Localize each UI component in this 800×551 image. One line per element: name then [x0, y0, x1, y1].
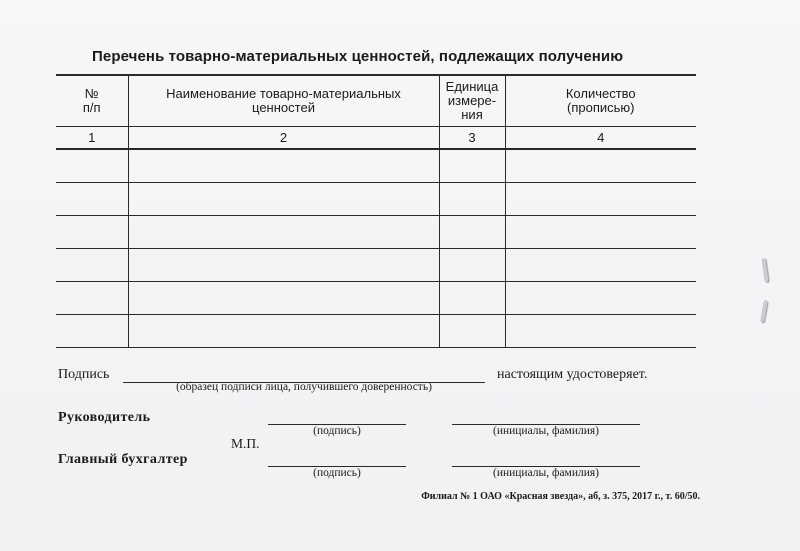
staple-icon [761, 258, 768, 282]
column-number: 3 [439, 127, 505, 150]
table-cell[interactable] [128, 216, 439, 249]
header-unit-line3: ния [461, 107, 483, 122]
accountant-name-caption: (инициалы, фамилия) [492, 467, 600, 479]
goods-table [56, 74, 696, 348]
column-number: 1 [56, 127, 128, 150]
table-cell[interactable] [505, 249, 696, 282]
header-name-line2: ценностей [252, 100, 315, 115]
table-cell[interactable] [128, 315, 439, 348]
table-cell[interactable] [56, 149, 128, 183]
header-number [56, 75, 128, 127]
table-row [56, 216, 696, 249]
header-name [128, 75, 439, 127]
table-cell[interactable] [505, 183, 696, 216]
header-unit [439, 75, 505, 127]
signature-label: Подпись [58, 367, 110, 382]
table-cell[interactable] [505, 282, 696, 315]
table-cell[interactable] [128, 183, 439, 216]
printer-footer: Филиал № 1 ОАО «Красная звезда», аб, з. 375, 2017 г., т. 60/50. [421, 491, 700, 502]
director-name-caption: (инициалы, фамилия) [492, 425, 600, 437]
table-cell[interactable] [439, 216, 505, 249]
table-header-row [56, 75, 696, 127]
header-unit-line1: Единица [445, 79, 499, 94]
table-cell[interactable] [439, 249, 505, 282]
accountant-label: Главный бухгалтер [58, 452, 188, 467]
table-cell[interactable] [439, 149, 505, 183]
table-row [56, 149, 696, 183]
signature-suffix: настоящим удостоверяет. [497, 367, 648, 382]
header-number-line2: п/п [82, 100, 101, 115]
table-cell[interactable] [128, 282, 439, 315]
director-label: Руководитель [58, 410, 151, 425]
table-cell[interactable] [128, 249, 439, 282]
column-number: 4 [505, 127, 696, 150]
stamp-label: М.П. [231, 436, 260, 451]
table-cell[interactable] [128, 149, 439, 183]
director-signature-caption: (подпись) [313, 425, 361, 437]
table-cell[interactable] [439, 282, 505, 315]
table-cell[interactable] [439, 183, 505, 216]
table-cell[interactable] [56, 183, 128, 216]
table-cell[interactable] [505, 149, 696, 183]
header-name-line1: Наименование товарно-материальных [166, 86, 401, 101]
column-number: 2 [128, 127, 439, 150]
table-cell[interactable] [505, 315, 696, 348]
signature-caption: (образец подписи лица, получившего доверенность) [176, 381, 432, 393]
table-row [56, 282, 696, 315]
table-row [56, 249, 696, 282]
header-unit-line2: измере- [447, 93, 497, 108]
table-cell[interactable] [56, 282, 128, 315]
staple-icon [760, 300, 768, 322]
table-cell[interactable] [56, 249, 128, 282]
table-cell[interactable] [505, 216, 696, 249]
table-cell[interactable] [439, 315, 505, 348]
header-quantity-line2: (прописью) [567, 100, 635, 115]
header-quantity [505, 75, 696, 127]
table-row [56, 183, 696, 216]
accountant-signature-caption: (подпись) [313, 467, 361, 479]
table-row [56, 315, 696, 348]
table-cell[interactable] [56, 315, 128, 348]
header-number-line1: № [84, 86, 99, 101]
table-cell[interactable] [56, 216, 128, 249]
page-title: Перечень товарно-материальных ценностей, подлежащих получению [92, 48, 624, 65]
column-number-row [56, 127, 696, 150]
header-quantity-line1: Количество [565, 86, 636, 101]
